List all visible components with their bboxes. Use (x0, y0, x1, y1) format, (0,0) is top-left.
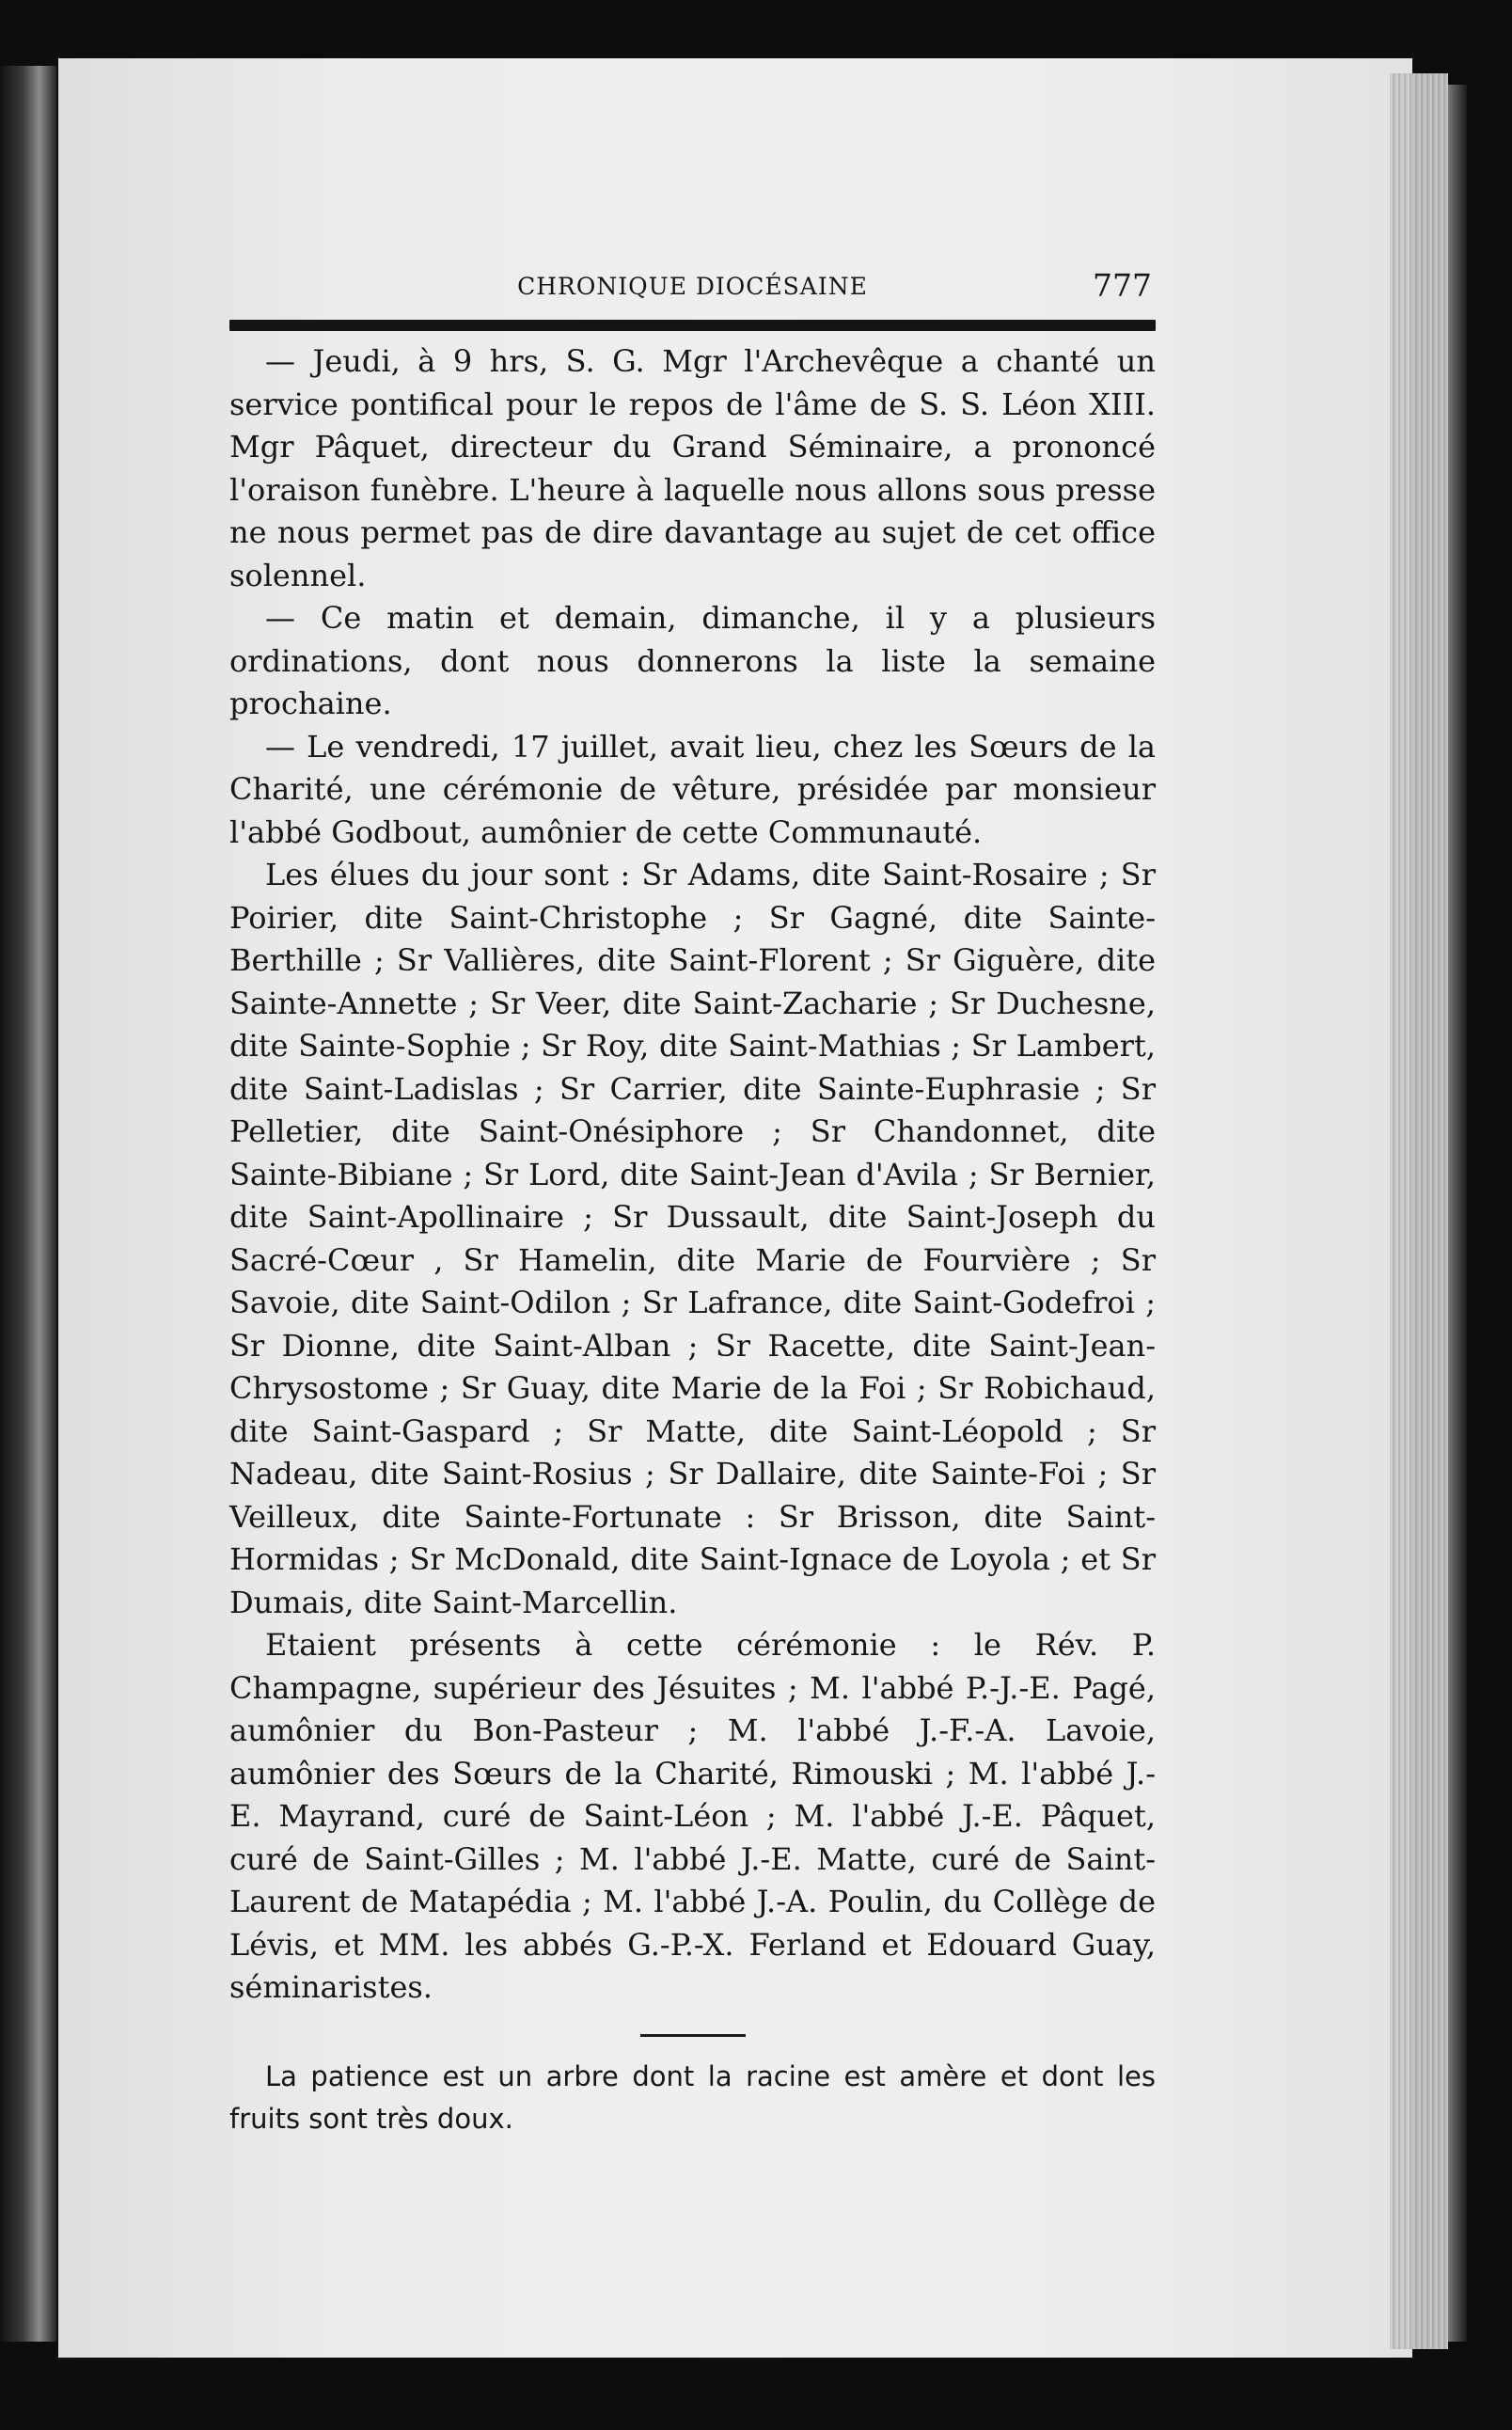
paragraph-vesture: — Le vendredi, 17 juillet, avait lieu, chez les Sœurs de la Charité, une cérémonie de vêture, présidée par monsieur l'abbé Godbout, aumônier de cette Communauté. (229, 728, 1156, 850)
paragraph-elected-sisters: Les élues du jour sont : Sr Adams, dite Saint-Rosaire ; Sr Poirier, dite Saint-Christophe ; Sr Gagné, dite Sainte-Berthille ; Sr Vallières, dite Saint-Florent ; Sr Giguère, dite Sainte-Annette ; Sr Veer, dite Saint-Zacharie ; Sr Duchesne, dite Sainte-Sophie ; Sr Roy, dite Saint-Mathias ; Sr Lambert, dite Saint-Ladislas ; Sr Carrier, dite Sainte-Euphrasie ; Sr Pelletier, dite Saint-Onésiphore ; Sr Chandonnet, dite Sainte-Bibiane ; Sr Lord, dite Saint-Jean d'Avila ; Sr Bernier, dite Saint-Apollinaire ; Sr Dussault, dite Saint-Joseph du Sacré-Cœur , Sr Hamelin, dite Marie de Fourvière ; Sr Savoie, dite Saint-Odilon ; Sr Lafrance, dite Saint-Godefroi ; Sr Dionne, dite Saint-Alban ; Sr Racette, dite Saint-Jean-Chrysostome ; Sr Guay, dite Marie de la Foi ; Sr Robichaud, dite Saint-Gaspard ; Sr Matte, dite Saint-Léopold ; Sr Nadeau, dite Saint-Rosius ; Sr Dallaire, dite Sainte-Foi ; Sr Veilleux, dite Sainte-Fortunate : Sr Brisson, dite Saint-Hormidas ; Sr McDonald, dite Saint-Ignace de Loyola ; et Sr Dumais, dite Saint-Marcellin. (229, 857, 1156, 1620)
page-number: 777 (1093, 267, 1152, 304)
paragraph-requiem: — Jeudi, à 9 hrs, S. G. Mgr l'Archevêque a chanté un service pontifical pour le repos de l'âme de S. S. Léon XIII. Mgr Pâquet, directeur du Grand Séminaire, a prononcé l'oraison funèbre. L'heure à laquelle nous allons sous presse ne nous permet pas de dire davantage au sujet de cet office solennel. (229, 343, 1156, 593)
article-body (229, 340, 1156, 2010)
binding-shadow (1448, 85, 1467, 2342)
page-content (229, 263, 1156, 2140)
maxim: La patience est un arbre dont la racine est amère et dont les fruits sont très doux. (229, 2059, 1156, 2135)
facing-page-edge (0, 66, 56, 2342)
separator-rule (640, 2034, 746, 2037)
running-title: CHRONIQUE DIOCÉSAINE (517, 273, 868, 300)
page-stack-edge (1390, 73, 1448, 2349)
header-rule (229, 320, 1156, 331)
paragraph-attendees: Etaient présents à cette cérémonie : le Rév. P. Champagne, supérieur des Jésuites ; M. l'abbé P.-J.-E. Pagé, aumônier du Bon-Pasteur ; M. l'abbé J.-F.-A. Lavoie, aumônier des Sœurs de la Charité, Rimouski ; M. l'abbé J.-E. Mayrand, curé de Saint-Léon ; M. l'abbé J.-E. Pâquet, curé de Saint-Gilles ; M. l'abbé J.-E. Matte, curé de Saint-Laurent de Matapédia ; M. l'abbé J.-A. Poulin, du Collège de Lévis, et MM. les abbés G.-P.-X. Ferland et Edouard Guay, séminaristes. (229, 1627, 1156, 2005)
paragraph-ordinations: — Ce matin et demain, dimanche, il y a plusieurs ordinations, dont nous donnerons la liste la semaine prochaine. (229, 600, 1156, 721)
running-head (229, 263, 1156, 320)
